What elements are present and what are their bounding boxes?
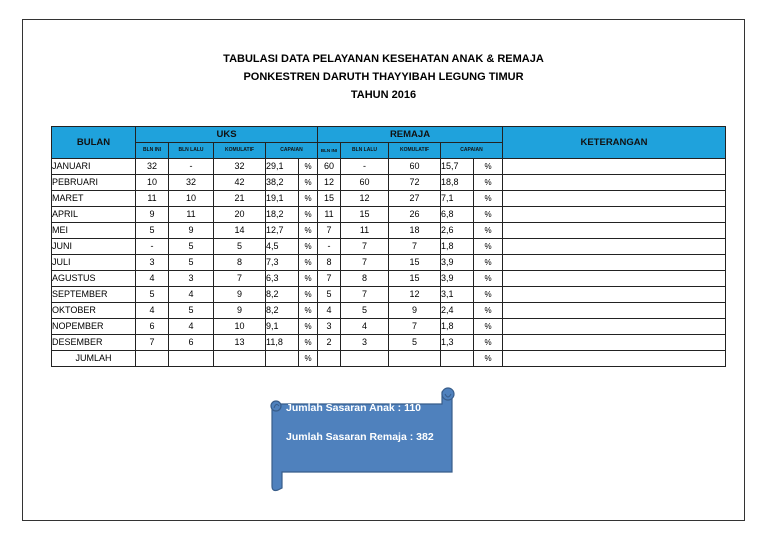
remaja-capaian: 2,6: [441, 223, 474, 239]
keterangan-cell: [503, 271, 726, 287]
remaja-capaian: 3,9: [441, 271, 474, 287]
document-title: [22, 50, 745, 104]
remaja-pct: %: [474, 303, 503, 319]
uks-bln-ini: 3: [136, 255, 169, 271]
row-month: AGUSTUS: [52, 271, 136, 287]
keterangan-cell: [503, 319, 726, 335]
uks-capaian: 11,8: [266, 335, 299, 351]
remaja-bln-ini: 12: [318, 175, 341, 191]
uks-komulatif: 14: [214, 223, 266, 239]
uks-pct: %: [299, 303, 318, 319]
uks-pct: %: [299, 175, 318, 191]
table-row: [52, 207, 726, 223]
keterangan-cell: [503, 303, 726, 319]
data-table: [51, 126, 726, 367]
row-month: OKTOBER: [52, 303, 136, 319]
uks-komulatif: 13: [214, 335, 266, 351]
uks-capaian: 29,1: [266, 159, 299, 175]
uks-bln-lalu: 6: [169, 335, 214, 351]
remaja-pct: %: [474, 287, 503, 303]
remaja-komulatif: 12: [389, 287, 441, 303]
sasaran-anak: Jumlah Sasaran Anak : 110: [286, 402, 422, 414]
remaja-bln-ini: 15: [318, 191, 341, 207]
row-month: APRIL: [52, 207, 136, 223]
remaja-pct: %: [474, 335, 503, 351]
uks-pct: %: [299, 207, 318, 223]
uks-bln-ini: 5: [136, 223, 169, 239]
uks-bln-ini: 4: [136, 303, 169, 319]
header-keterangan: KETERANGAN: [503, 127, 726, 159]
remaja-bln-lalu: 7: [341, 287, 389, 303]
uks-bln-lalu: 4: [169, 319, 214, 335]
uks-bln-lalu: 5: [169, 255, 214, 271]
remaja-komulatif: 72: [389, 175, 441, 191]
total-cell: [266, 351, 299, 367]
remaja-capaian: 15,7: [441, 159, 474, 175]
uks-komulatif: 20: [214, 207, 266, 223]
sasaran-text: [286, 401, 434, 459]
uks-bln-lalu: 10: [169, 191, 214, 207]
remaja-capaian: 1,8: [441, 319, 474, 335]
keterangan-cell: [503, 335, 726, 351]
header-remaja-bln-ini: BLN INI: [318, 143, 341, 159]
uks-bln-lalu: 4: [169, 287, 214, 303]
remaja-pct: %: [474, 223, 503, 239]
uks-pct: %: [299, 223, 318, 239]
remaja-komulatif: 15: [389, 255, 441, 271]
uks-capaian: 38,2: [266, 175, 299, 191]
header-uks-bln-lalu: BLN LALU: [169, 143, 214, 159]
row-month: JANUARI: [52, 159, 136, 175]
title-line-1: TABULASI DATA PELAYANAN KESEHATAN ANAK & REMAJA: [223, 53, 544, 65]
uks-capaian: 18,2: [266, 207, 299, 223]
row-month: NOPEMBER: [52, 319, 136, 335]
remaja-bln-lalu: 5: [341, 303, 389, 319]
header-uks-bln-ini: BLN INI: [136, 143, 169, 159]
table-row: [52, 239, 726, 255]
remaja-pct: %: [474, 175, 503, 191]
keterangan-cell: [503, 191, 726, 207]
remaja-bln-ini: 11: [318, 207, 341, 223]
uks-pct: %: [299, 271, 318, 287]
remaja-capaian: 6,8: [441, 207, 474, 223]
uks-capaian: 8,2: [266, 287, 299, 303]
title-line-3: TAHUN 2016: [350, 89, 417, 101]
keterangan-cell: [503, 223, 726, 239]
uks-komulatif: 7: [214, 271, 266, 287]
uks-bln-lalu: 32: [169, 175, 214, 191]
total-keterangan: [503, 351, 726, 367]
row-month: MEI: [52, 223, 136, 239]
row-month: PEBRUARI: [52, 175, 136, 191]
uks-bln-ini: -: [136, 239, 169, 255]
header-remaja: REMAJA: [318, 127, 503, 143]
total-uks-pct: %: [299, 351, 318, 367]
uks-komulatif: 32: [214, 159, 266, 175]
uks-pct: %: [299, 255, 318, 271]
uks-pct: %: [299, 335, 318, 351]
keterangan-cell: [503, 159, 726, 175]
total-cell: [441, 351, 474, 367]
row-month: JULI: [52, 255, 136, 271]
uks-bln-ini: 10: [136, 175, 169, 191]
remaja-bln-lalu: -: [341, 159, 389, 175]
uks-komulatif: 10: [214, 319, 266, 335]
uks-pct: %: [299, 319, 318, 335]
uks-komulatif: 8: [214, 255, 266, 271]
remaja-bln-ini: 5: [318, 287, 341, 303]
remaja-capaian: 1,8: [441, 239, 474, 255]
uks-komulatif: 21: [214, 191, 266, 207]
uks-bln-ini: 9: [136, 207, 169, 223]
remaja-komulatif: 60: [389, 159, 441, 175]
remaja-komulatif: 5: [389, 335, 441, 351]
keterangan-cell: [503, 207, 726, 223]
remaja-bln-lalu: 15: [341, 207, 389, 223]
remaja-komulatif: 26: [389, 207, 441, 223]
header-remaja-bln-lalu: BLN LALU: [341, 143, 389, 159]
remaja-bln-ini: 2: [318, 335, 341, 351]
title-line-2: PONKESTREN DARUTH THAYYIBAH LEGUNG TIMUR: [243, 71, 524, 83]
uks-capaian: 8,2: [266, 303, 299, 319]
remaja-bln-lalu: 7: [341, 239, 389, 255]
remaja-bln-lalu: 11: [341, 223, 389, 239]
header-bulan: BULAN: [52, 127, 136, 159]
uks-capaian: 19,1: [266, 191, 299, 207]
table-row: [52, 287, 726, 303]
header-uks-capaian: CAPAIAN: [266, 143, 318, 159]
table-row: [52, 159, 726, 175]
uks-bln-lalu: 5: [169, 303, 214, 319]
uks-pct: %: [299, 191, 318, 207]
remaja-bln-ini: 7: [318, 223, 341, 239]
header-remaja-capaian: CAPAIAN: [441, 143, 503, 159]
uks-capaian: 12,7: [266, 223, 299, 239]
total-cell: [341, 351, 389, 367]
remaja-pct: %: [474, 255, 503, 271]
uks-capaian: 4,5: [266, 239, 299, 255]
remaja-capaian: 7,1: [441, 191, 474, 207]
total-cell: [169, 351, 214, 367]
uks-bln-ini: 6: [136, 319, 169, 335]
uks-bln-ini: 11: [136, 191, 169, 207]
uks-komulatif: 9: [214, 287, 266, 303]
uks-bln-lalu: 11: [169, 207, 214, 223]
uks-bln-lalu: 5: [169, 239, 214, 255]
keterangan-cell: [503, 239, 726, 255]
remaja-pct: %: [474, 319, 503, 335]
uks-pct: %: [299, 239, 318, 255]
remaja-pct: %: [474, 271, 503, 287]
table-row: [52, 303, 726, 319]
remaja-komulatif: 15: [389, 271, 441, 287]
remaja-pct: %: [474, 207, 503, 223]
remaja-capaian: 2,4: [441, 303, 474, 319]
keterangan-cell: [503, 255, 726, 271]
keterangan-cell: [503, 287, 726, 303]
table-row: [52, 223, 726, 239]
table-row: [52, 191, 726, 207]
table-row: [52, 175, 726, 191]
row-month: DESEMBER: [52, 335, 136, 351]
row-month: JUNI: [52, 239, 136, 255]
header-uks-komulatif: KOMULATIF: [214, 143, 266, 159]
remaja-komulatif: 7: [389, 319, 441, 335]
uks-capaian: 6,3: [266, 271, 299, 287]
header-uks: UKS: [136, 127, 318, 143]
remaja-komulatif: 7: [389, 239, 441, 255]
table-row: [52, 335, 726, 351]
sasaran-remaja: Jumlah Sasaran Remaja : 382: [286, 431, 434, 443]
uks-komulatif: 42: [214, 175, 266, 191]
remaja-pct: %: [474, 191, 503, 207]
remaja-komulatif: 27: [389, 191, 441, 207]
remaja-capaian: 3,1: [441, 287, 474, 303]
remaja-bln-ini: 8: [318, 255, 341, 271]
remaja-bln-ini: 7: [318, 271, 341, 287]
remaja-komulatif: 18: [389, 223, 441, 239]
remaja-capaian: 3,9: [441, 255, 474, 271]
uks-pct: %: [299, 287, 318, 303]
total-cell: [214, 351, 266, 367]
uks-bln-lalu: 9: [169, 223, 214, 239]
total-cell: [136, 351, 169, 367]
remaja-bln-lalu: 60: [341, 175, 389, 191]
remaja-bln-ini: 3: [318, 319, 341, 335]
header-remaja-komulatif: KOMULATIF: [389, 143, 441, 159]
remaja-bln-lalu: 12: [341, 191, 389, 207]
remaja-bln-lalu: 4: [341, 319, 389, 335]
table-row: [52, 271, 726, 287]
keterangan-cell: [503, 175, 726, 191]
total-label: JUMLAH: [52, 351, 136, 367]
table-row: [52, 319, 726, 335]
uks-pct: %: [299, 159, 318, 175]
uks-bln-ini: 32: [136, 159, 169, 175]
total-cell: [318, 351, 341, 367]
row-month: SEPTEMBER: [52, 287, 136, 303]
remaja-capaian: 1,3: [441, 335, 474, 351]
uks-capaian: 9,1: [266, 319, 299, 335]
uks-bln-ini: 7: [136, 335, 169, 351]
remaja-bln-ini: 60: [318, 159, 341, 175]
uks-bln-ini: 4: [136, 271, 169, 287]
total-remaja-pct: %: [474, 351, 503, 367]
uks-komulatif: 5: [214, 239, 266, 255]
uks-bln-lalu: -: [169, 159, 214, 175]
remaja-bln-ini: 4: [318, 303, 341, 319]
remaja-pct: %: [474, 159, 503, 175]
uks-capaian: 7,3: [266, 255, 299, 271]
uks-komulatif: 9: [214, 303, 266, 319]
row-month: MARET: [52, 191, 136, 207]
uks-bln-ini: 5: [136, 287, 169, 303]
total-row: [52, 351, 726, 367]
remaja-komulatif: 9: [389, 303, 441, 319]
remaja-bln-lalu: 3: [341, 335, 389, 351]
remaja-bln-lalu: 7: [341, 255, 389, 271]
uks-bln-lalu: 3: [169, 271, 214, 287]
remaja-bln-lalu: 8: [341, 271, 389, 287]
remaja-bln-ini: -: [318, 239, 341, 255]
table-row: [52, 255, 726, 271]
remaja-pct: %: [474, 239, 503, 255]
total-cell: [389, 351, 441, 367]
remaja-capaian: 18,8: [441, 175, 474, 191]
